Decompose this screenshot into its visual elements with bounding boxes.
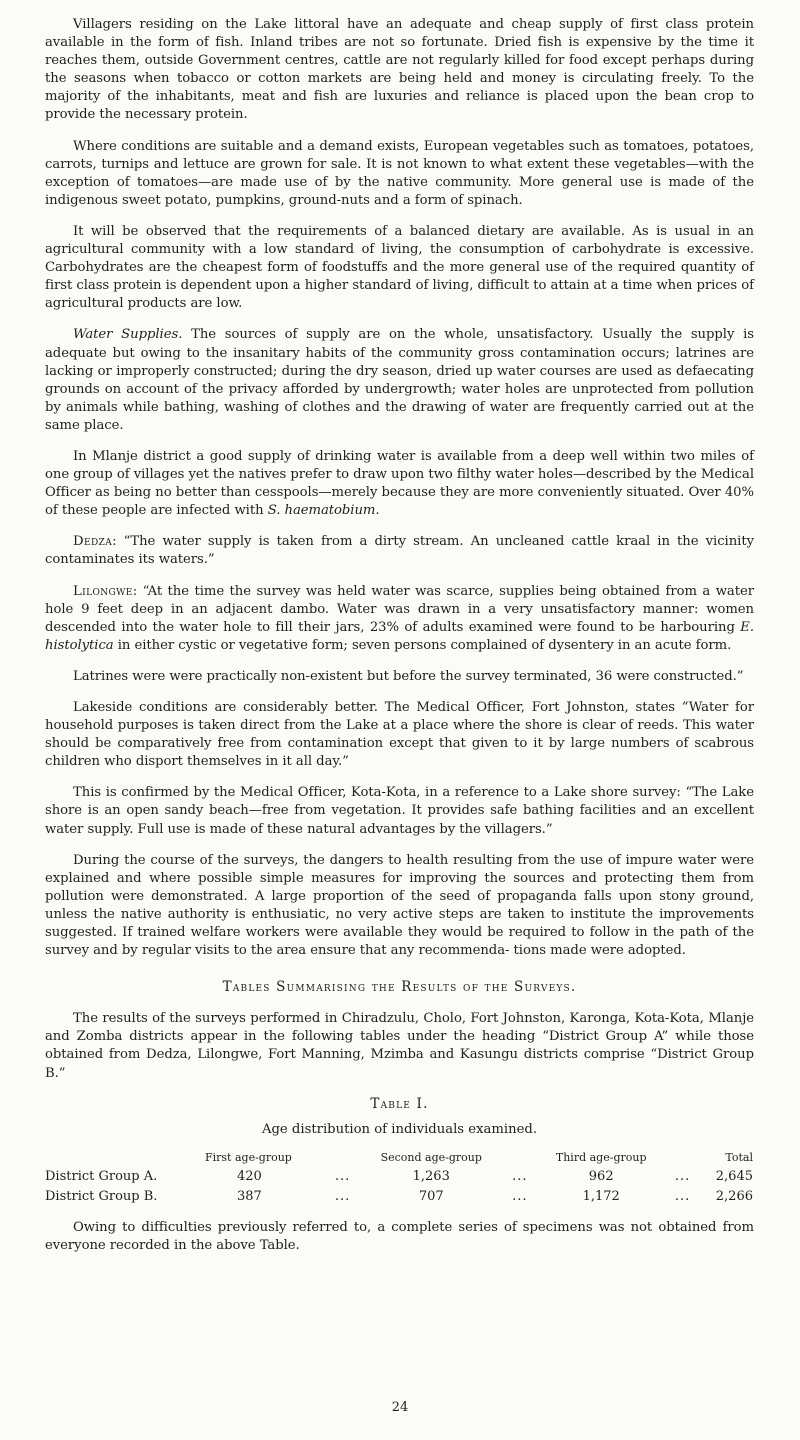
dedza-lead: Dedza: [73, 534, 113, 550]
paragraph-mlanje: [45, 448, 754, 520]
mlanje-species: S. haematobium.: [267, 503, 380, 519]
lilongwe-lead: Lilongwe: [73, 583, 133, 599]
cell-second: 1,263: [412, 1168, 450, 1184]
cell-total: 2,266: [715, 1188, 753, 1204]
cell-dots: ...: [334, 1188, 351, 1204]
header-third: Third age-group: [555, 1150, 647, 1164]
table-title: Table I.: [370, 1095, 429, 1112]
cell-first: 387: [237, 1188, 262, 1204]
cell-third: 1,172: [582, 1188, 620, 1204]
cell-third: 962: [588, 1168, 614, 1184]
paragraph-district-groups: The results of the surveys performed in Chiradzulu, Cholo, Fort Johnston, Karonga, Kota-Kota, Mlanje and Zomba districts appear in the following tables under the heading “District Group A” while those obtained from Dedza, Lilongwe, Fort Manning, Mzimba and Kasungu districts comprise “District Group B.”: [45, 1011, 754, 1081]
cell-dots: ...: [334, 1168, 351, 1184]
water-supplies-text: The sources of supply are on the whole, unsatisfactory. Usually the supply is adequate but owing to the insanitary habits of the community gross contamination occurs; latrines are lacking or improperly constructed; during the dry season, dried up water courses are used as defaecating grounds on account of the privacy afforded by undergrowth; water holes are unprotected from pollution by animals while bathing, washing of clothes and the drawing of water are frequently carried out at the same place.: [45, 327, 754, 433]
cell-first: 420: [237, 1168, 262, 1184]
table-row: [45, 1167, 753, 1187]
header-gap: [323, 1151, 363, 1167]
paragraph-vegetables: Where conditions are suitable and a demand exists, European vegetables such as tomatoes, potatoes, carrots, turnips and lettuce are grown for sale. It is not known to what extent these vegetables—with the exception of tomatoes—are made use of by the native community. More general use is made of the indigenous sweet potato, pumpkins, ground-nuts and a form of spinach.: [45, 138, 754, 208]
water-supplies-lead: Water Supplies.: [73, 327, 183, 343]
age-distribution-table: [45, 1151, 753, 1207]
table-row: [45, 1187, 753, 1207]
paragraph-latrines: Latrines were were practically non-existent but before the survey terminated, 36 were constructed.”: [73, 668, 744, 684]
header-total: Total: [725, 1150, 753, 1164]
cell-dots: ...: [512, 1188, 528, 1204]
paragraph-kota-kota: This is confirmed by the Medical Officer, Kota-Kota, in a reference to a Lake shore survey: “The Lake shore is an open sandy beach—free from vegetation. It provides safe bathing facilities and an excellent water supply. Full use is made of these natural advantages by the villagers.”: [45, 785, 754, 837]
table-caption: Age distribution of individuals examined.: [261, 1121, 538, 1137]
header-second: Second age-group: [380, 1150, 482, 1164]
paragraph-diet: It will be observed that the requirements of a balanced dietary are available. As is usual in an agricultural community with a low standard of living, the consumption of carbohydrate is excessive. Carbohydrates are the cheapest form of foodstuffs and the more general use of the required quantity of first class protein is dependent upon a higher standard of living, difficult to attain at a time when prices of agricultural products are low.: [45, 223, 754, 312]
section-heading: Tables Summarising the Results of the Surveys.: [222, 979, 577, 996]
table-footnote: Owing to difficulties previously referred to, a complete series of specimens was not obtained from everyone recorded in the above Table.: [45, 1219, 754, 1253]
lilongwe-text-a: : “At the time the survey was held water was scarce, supplies being obtained from a water hole 9 feet deep in an adjacent dambo. Water was drawn in a very unsatisfactory manner: women descended into the water hole to fill their jars, 23% of adults examined were found to be harbouring: [45, 583, 754, 635]
paragraph-protein: Villagers residing on the Lake littoral have an adequate and cheap supply of first class protein available in the form of fish. Inland tribes are not so fortunate. Dried fish is expensive by the time it reaches them, outside Government centres, cattle are not regularly killed for food except perhaps during the seasons when tobacco or cotton markets are being held and money is circulating freely. To the majority of the inhabitants, meat and fish are luxuries and reliance is placed upon the bean crop to provide the necessary protein.: [45, 17, 754, 123]
cell-dots: ...: [512, 1168, 528, 1184]
cell-dots: ...: [674, 1168, 691, 1184]
cell-total: 2,645: [715, 1168, 753, 1184]
paragraph-water-supplies: [45, 326, 754, 435]
header-blank: [45, 1151, 205, 1167]
page-number: 24: [391, 1400, 409, 1415]
cell-dots: ...: [674, 1188, 691, 1204]
paragraph-surveys: During the course of the surveys, the dangers to health resulting from the use of impure water were explained and where possible simple measures for improving the sources and protecting them from pollution were demonstrated. A large proportion of the seed of propaganda falls upon stony ground, unless the native authority is enthusiatic, no very active steps are taken to institute the improvements suggested. If trained welfare workers were available they would be required to follow in the path of the survey and by regular visits to the area ensure that any recommenda- tions made were adopted.: [45, 852, 754, 959]
table-header-row: [45, 1151, 753, 1167]
row-label: District Group B.: [45, 1188, 158, 1204]
cell-second: 707: [418, 1188, 444, 1204]
lilongwe-species: E. histolytica: [45, 619, 754, 653]
header-gap: [500, 1151, 540, 1167]
paragraph-lakeside: Lakeside conditions are considerably better. The Medical Officer, Fort Johnston, states “Water for household purposes is taken direct from the Lake at a place where the shore is clear of reeds. This water should be comparatively free from contamination except that given to it by large numbers of scabrous children who disport themselves in it all day.”: [45, 700, 754, 770]
row-label: District Group A.: [45, 1168, 158, 1184]
mlanje-text: In Mlanje district a good supply of drinking water is available from a deep well within two miles of one group of villages yet the natives prefer to draw upon two filthy water holes—described by the Medical Officer as being no better than cesspools—merely because they are more conveniently situated. Over 40% of these people are infected with: [45, 448, 754, 519]
header-first: First age-group: [205, 1150, 292, 1164]
dedza-text: : “The water supply is taken from a dirty stream. An uncleaned cattle kraal in the vicinity contaminates its waters.”: [45, 534, 754, 568]
paragraph-lilongwe: [45, 583, 754, 655]
lilongwe-text-b: in either cystic or vegetative form; seven persons complained of dysentery in an acute form.: [113, 637, 732, 653]
header-gap: [663, 1151, 703, 1167]
paragraph-dedza: [45, 533, 754, 569]
